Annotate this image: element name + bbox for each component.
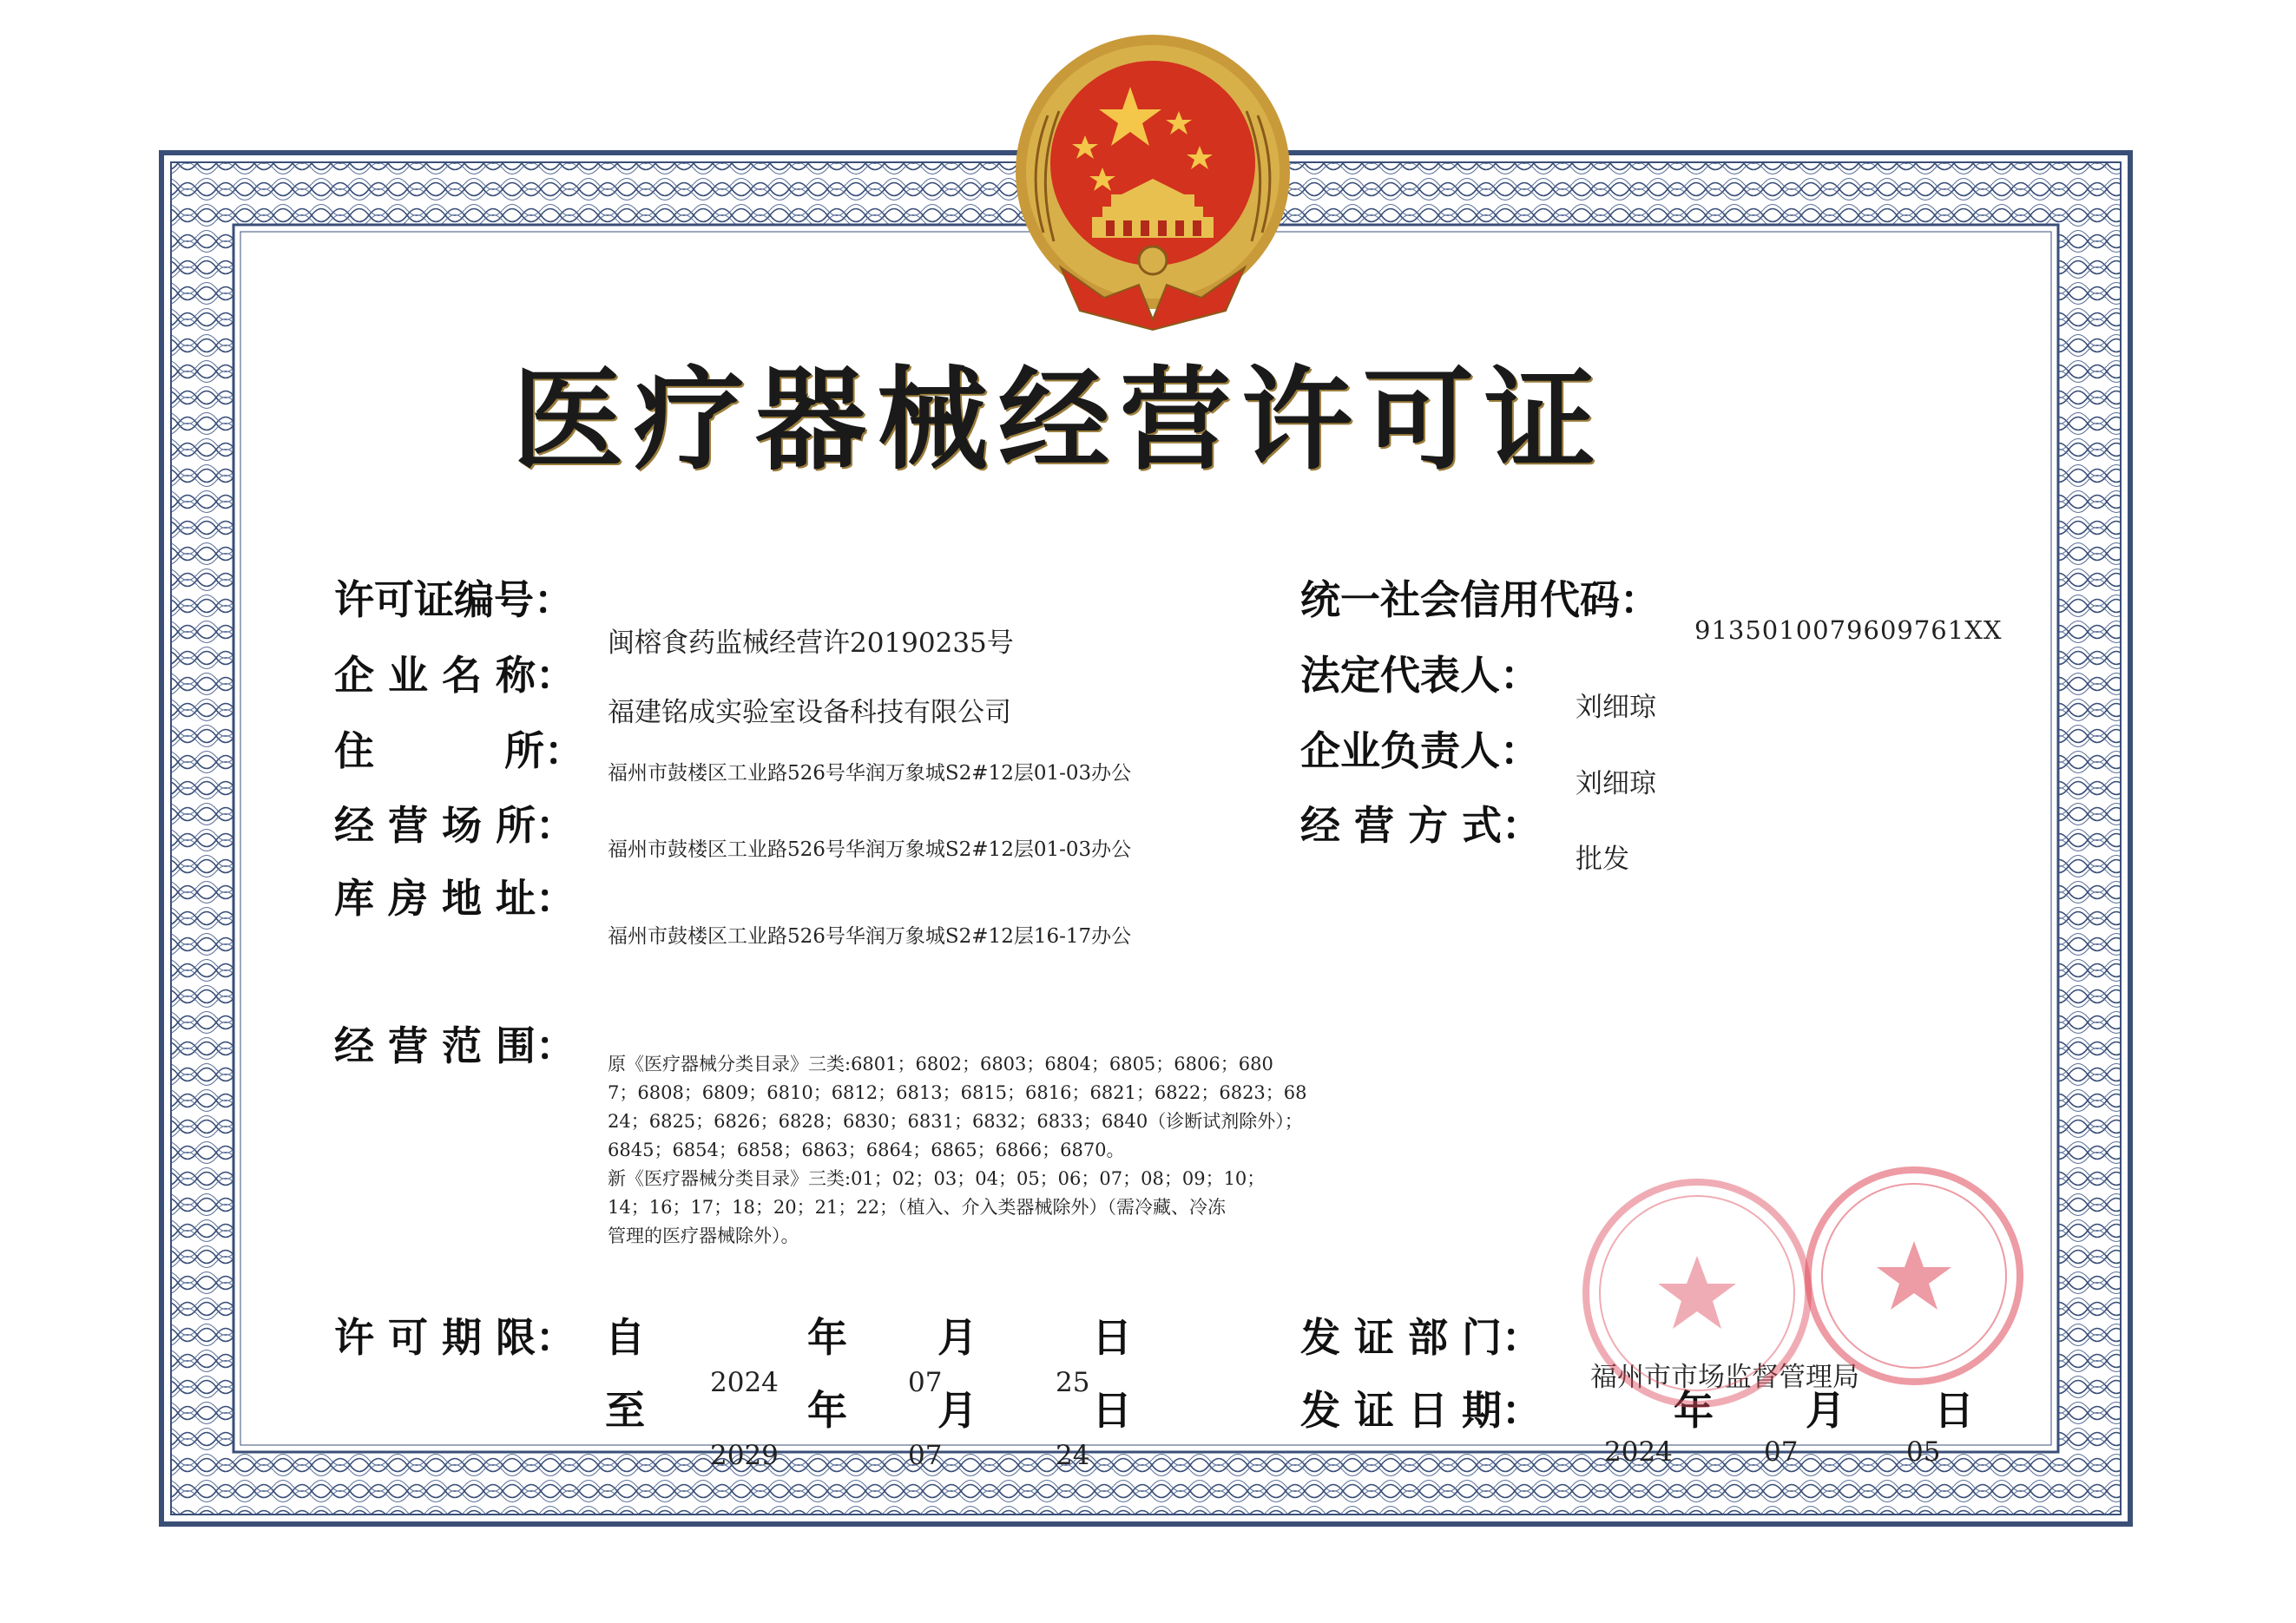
period-end-day: 24	[1056, 1440, 1090, 1471]
period-start-day: 25	[1056, 1367, 1090, 1398]
value-business-premises: 福州市鼓楼区工业路526号华润万象城S2#12层01-03办公	[608, 838, 1132, 861]
issue-year-word: 年	[1674, 1387, 1714, 1434]
period-month-word: 月	[937, 1314, 977, 1361]
period-day-word: 日	[1092, 1314, 1132, 1361]
value-residence: 福州市鼓楼区工业路526号华润万象城S2#12层01-03办公	[608, 762, 1132, 785]
scope-line: 新《医疗器械分类目录》三类:01；02；03；04；05；06；07；08；09；10；	[608, 1168, 1266, 1189]
value-company-name: 福建铭成实验室设备科技有限公司	[608, 697, 1011, 728]
label-company-name: 企 业 名 称：	[334, 652, 576, 699]
label-business-scope: 经 营 范 围：	[334, 1022, 576, 1069]
label-residence: 住 所：	[334, 727, 584, 774]
scope-line: 管理的医疗器械除外）。	[608, 1225, 799, 1246]
value-credit-code: 9135010079609761XX	[1694, 615, 2003, 645]
scope-line: 24；6825；6826；6828；6830；6831；6832；6833；6840（诊断试剂除外）；	[608, 1111, 1303, 1132]
label-issue-date: 发 证 日 期：	[1300, 1387, 1543, 1434]
issue-month-word: 月	[1806, 1387, 1845, 1434]
issue-day: 05	[1906, 1436, 1941, 1468]
label-business-mode: 经 营 方 式：	[1300, 802, 1543, 849]
label-license-no: 许可证编号：	[334, 576, 574, 623]
period-to-word: 至	[605, 1387, 645, 1434]
value-legal-rep: 刘细琼	[1576, 692, 1656, 723]
scope-line: 6845；6854；6858；6863；6864；6865；6866；6870。	[608, 1140, 1125, 1160]
value-issuing-dept: 福州市市场监督管理局	[1590, 1362, 1859, 1393]
label-business-premises: 经 营 场 所：	[334, 802, 576, 849]
period-end-month: 07	[908, 1440, 943, 1471]
label-license-period: 许 可 期 限：	[334, 1314, 576, 1361]
business-scope-text	[608, 1050, 1307, 1251]
period-from-word: 自	[605, 1314, 645, 1361]
period-year-word: 年	[807, 1314, 847, 1361]
official-seal-approval	[1580, 1176, 1814, 1410]
value-license-no: 闽榕食药监械经营许20190235号	[608, 628, 1014, 659]
period-end-day-word: 日	[1092, 1387, 1132, 1434]
label-person-in-charge: 企业负责人：	[1300, 727, 1540, 774]
value-warehouse-address: 福州市鼓楼区工业路526号华润万象城S2#12层16-17办公	[608, 925, 1132, 948]
value-business-mode: 批发	[1576, 844, 1629, 875]
issue-year: 2024	[1604, 1436, 1673, 1468]
national-emblem	[1009, 33, 1297, 332]
scope-line: 14；16；17；18；20；21；22；（植入、介入类器械除外）（需冷藏、冷冻	[608, 1197, 1227, 1218]
certificate-title: 医疗器械经营许可证	[512, 355, 1607, 485]
period-end-month-word: 月	[937, 1387, 977, 1434]
label-issuing-dept: 发 证 部 门：	[1300, 1314, 1543, 1361]
label-legal-rep: 法定代表人：	[1300, 652, 1540, 699]
label-warehouse-address: 库 房 地 址：	[334, 875, 576, 922]
period-start-year: 2024	[710, 1367, 779, 1398]
issue-day-word: 日	[1934, 1387, 1974, 1434]
period-end-year-word: 年	[807, 1387, 847, 1434]
period-start-month: 07	[908, 1367, 943, 1398]
scope-line: 7；6808；6809；6810；6812；6813；6815；6816；6821；6822；6823；68	[608, 1082, 1307, 1103]
value-person-in-charge: 刘细琼	[1576, 768, 1656, 799]
period-end-year: 2029	[710, 1440, 779, 1471]
scope-line: 原《医疗器械分类目录》三类:6801；6802；6803；6804；6805；6806；680	[608, 1054, 1273, 1074]
official-seal-license	[1801, 1163, 2027, 1389]
issue-month: 07	[1764, 1436, 1799, 1468]
label-credit-code: 统一社会信用代码：	[1300, 576, 1660, 623]
